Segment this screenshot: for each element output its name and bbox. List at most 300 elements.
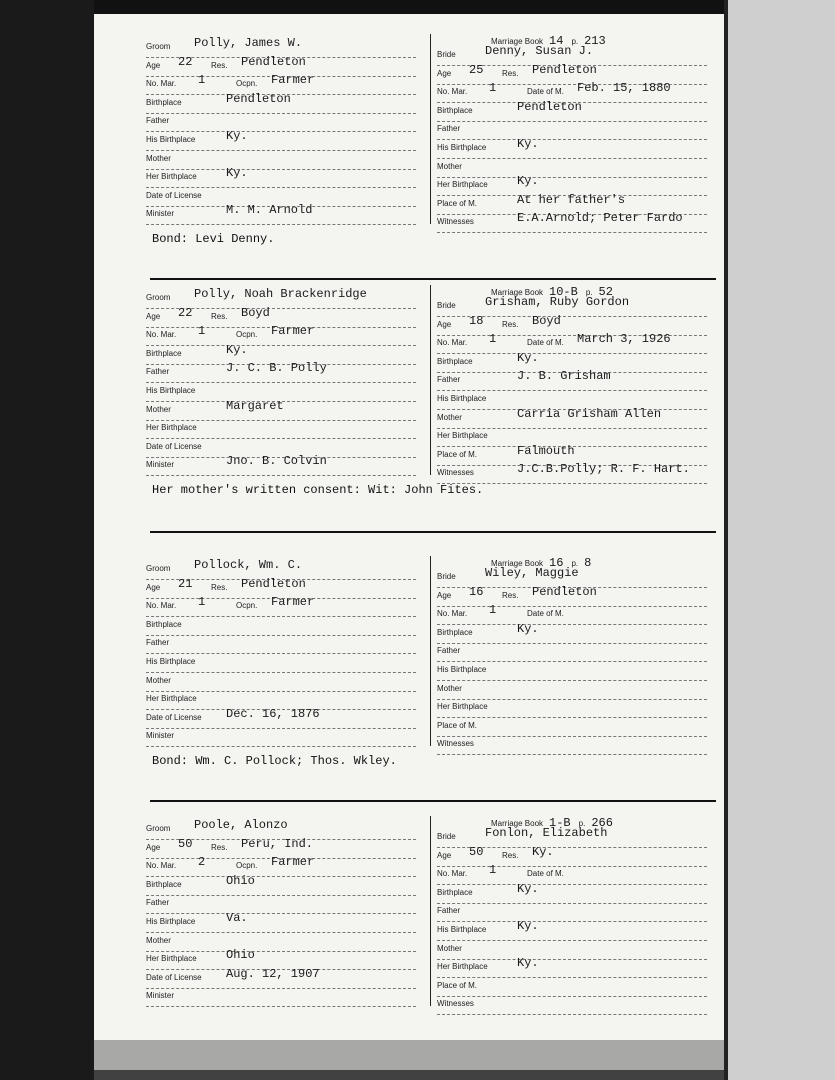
no-mar-label: No. Mar. [437, 338, 468, 348]
place-of-m-label: Place of M. [437, 980, 478, 990]
bride-column [430, 556, 721, 749]
page-label: p. [578, 819, 586, 828]
field-underline [146, 988, 416, 989]
groom-birthplace-value: Pendleton [226, 91, 291, 106]
age-label: Age [146, 842, 161, 852]
field-underline [437, 884, 707, 885]
groom-father-value: J. C. B. Polly [226, 361, 327, 376]
groom-her-birthplace-row [146, 166, 416, 190]
bride-his-birthplace-value: Ky. [517, 137, 539, 151]
age-label: Age [146, 60, 161, 70]
bride-birthplace-value: Pendleton [517, 99, 582, 114]
bride-father-row [437, 906, 707, 924]
her-birthplace-label: Her Birthplace [437, 180, 488, 190]
bride-name-value: Grisham, Ruby Gordon [485, 295, 630, 309]
bride-no-mar-value: 1 [489, 863, 497, 878]
res-label: Res. [211, 311, 228, 321]
field-underline [146, 113, 416, 114]
ocpn-label: Ocpn. [236, 330, 258, 340]
bride-his-birthplace-row [437, 137, 707, 161]
marriage-book-number: 14 [549, 34, 564, 48]
field-underline [146, 345, 416, 346]
groom-his-birthplace-value: Ky. [226, 129, 248, 143]
field-underline [437, 232, 707, 233]
page-number: 52 [598, 285, 613, 299]
age-label: Age [437, 68, 452, 78]
groom-father-row [146, 638, 416, 656]
bride-birthplace-row [437, 621, 707, 646]
field-underline [437, 428, 707, 429]
minister-label: Minister [146, 991, 175, 1001]
field-underline [146, 475, 416, 476]
date-of-m-label: Date of M. [527, 338, 564, 348]
marriage-record-card [140, 816, 720, 1026]
bride-no-mar-value: 1 [489, 332, 497, 347]
res-label: Res. [211, 842, 228, 852]
bride-age-value: 25 [469, 62, 484, 77]
field-underline [146, 691, 416, 692]
scan-border-left [0, 0, 94, 1080]
groom-birthplace-row [146, 873, 416, 898]
res-label: Res. [211, 60, 228, 70]
groom-his-birthplace-value: Va. [226, 911, 248, 925]
father-label: Father [437, 124, 461, 134]
groom-res-value: Boyd [241, 305, 270, 320]
field-underline [437, 139, 707, 140]
birthplace-label: Birthplace [437, 627, 473, 637]
place-of-m-label: Place of M. [437, 720, 478, 730]
field-underline [437, 390, 707, 391]
birthplace-label: Birthplace [437, 105, 473, 115]
bride-birthplace-value: Ky. [517, 881, 539, 896]
groom-res-value: Peru, Ind. [241, 836, 314, 851]
bride-mother-row [437, 944, 707, 962]
field-underline [146, 728, 416, 729]
marriage-book-number: 16 [549, 556, 564, 570]
his-birthplace-label: His Birthplace [146, 386, 196, 395]
his-birthplace-label: His Birthplace [146, 135, 196, 144]
page-label: p. [571, 37, 579, 46]
no-mar-label: No. Mar. [437, 869, 468, 879]
groom-age-value: 22 [178, 305, 193, 320]
groom-label: Groom [146, 564, 171, 573]
marriage-book-number: 10-B [549, 285, 578, 299]
groom-minister-value: Jno. B. Colvin [226, 454, 327, 469]
field-underline [146, 895, 416, 896]
field-underline [146, 438, 416, 439]
groom-res-value: Pendleton [241, 54, 306, 69]
bride-place-value: Falmouth [517, 443, 575, 458]
birthplace-label: Birthplace [146, 348, 182, 358]
field-underline [146, 224, 416, 225]
marriage-record-card [140, 34, 720, 244]
field-underline [437, 959, 707, 960]
bride-birthplace-value: Ky. [517, 350, 539, 365]
groom-name-value: Polly, Noah Brackenridge [194, 287, 367, 301]
groom-age-value: 50 [178, 836, 193, 851]
groom-father-row [146, 361, 416, 385]
bride-her-birthplace-row [437, 956, 707, 980]
father-label: Father [146, 898, 170, 908]
bride-father-row [437, 646, 707, 664]
groom-mother-row [146, 936, 416, 954]
bride-mother-value: Carria Grisham Allen [517, 406, 662, 421]
marriage-book-label: Marriage Book [491, 559, 544, 568]
bride-name-value: Wiley, Maggie [485, 566, 579, 580]
groom-his-birthplace-row [146, 911, 416, 935]
bride-res-value: Pendleton [532, 62, 597, 77]
bride-witnesses-value: J.C.B.Polly; R. F. Hart. [517, 462, 690, 477]
bride-her-birthplace-value: Ky. [517, 956, 539, 971]
bride-age-value: 50 [469, 844, 484, 859]
bride-witnesses-row [437, 999, 707, 1017]
groom-no-mar-row [146, 855, 416, 879]
bride-witnesses-row [437, 211, 707, 235]
bride-column [430, 285, 721, 478]
ocpn-label: Ocpn. [236, 861, 258, 871]
mother-label: Mother [146, 935, 171, 945]
birthplace-label: Birthplace [146, 97, 182, 107]
groom-ocpn-value: Farmer [271, 595, 315, 610]
groom-birthplace-value: Ohio [226, 873, 255, 888]
bride-mother-row [437, 406, 707, 431]
groom-column [140, 816, 425, 1006]
no-mar-label: No. Mar. [437, 609, 468, 619]
bride-no-mar-value: 1 [489, 81, 497, 96]
bride-res-value: Ky. [532, 844, 554, 859]
groom-label: Groom [146, 42, 171, 51]
his-birthplace-label: His Birthplace [437, 925, 487, 934]
mother-label: Mother [146, 404, 171, 414]
groom-res-value: Pendleton [241, 576, 306, 591]
groom-license-value: Aug. 12, 1907 [226, 966, 320, 981]
groom-father-row [146, 116, 416, 134]
marriage-book-label: Marriage Book [491, 288, 544, 297]
mother-label: Mother [146, 675, 171, 685]
groom-license-value: Dec. 16, 1876 [226, 706, 320, 721]
bride-label: Bride [437, 301, 456, 310]
field-underline [146, 672, 416, 673]
his-birthplace-label: His Birthplace [146, 917, 196, 926]
page-label: p. [585, 288, 593, 297]
his-birthplace-label: His Birthplace [146, 657, 196, 666]
field-underline [437, 680, 707, 681]
bride-date-of-m-value: March 3, 1926 [577, 332, 671, 347]
date-of-license-label: Date of License [146, 190, 202, 200]
marriage-book-label: Marriage Book [491, 37, 544, 46]
her-birthplace-label: Her Birthplace [146, 423, 197, 433]
bride-age-row [437, 584, 707, 609]
mother-label: Mother [437, 161, 462, 171]
field-underline [146, 420, 416, 421]
field-underline [437, 866, 707, 867]
groom-date-of-license-row [146, 706, 416, 731]
bride-label: Bride [437, 572, 456, 581]
groom-minister-row [146, 203, 416, 227]
age-label: Age [146, 582, 161, 592]
groom-birthplace-row [146, 91, 416, 116]
field-underline [437, 903, 707, 904]
field-underline [146, 635, 416, 636]
bride-res-value: Boyd [532, 313, 561, 328]
field-underline [146, 746, 416, 747]
groom-mother-value: Margaret [226, 398, 284, 413]
mother-label: Mother [437, 683, 462, 693]
date-of-license-label: Date of License [146, 712, 202, 722]
field-underline [437, 996, 707, 997]
her-birthplace-label: Her Birthplace [146, 694, 197, 704]
scan-border-right [728, 0, 835, 1080]
groom-no-mar-value: 1 [198, 324, 206, 339]
groom-name-value: Pollock, Wm. C. [194, 558, 303, 572]
bride-her-birthplace-value: Ky. [517, 174, 539, 189]
groom-minister-row [146, 454, 416, 478]
groom-no-mar-value: 1 [198, 595, 206, 610]
bride-column [430, 34, 721, 227]
bride-mother-row [437, 684, 707, 702]
groom-her-birthplace-value: Ohio [226, 948, 255, 963]
page-number: 266 [591, 816, 613, 830]
bride-no-mar-row [437, 603, 707, 627]
groom-ocpn-value: Farmer [271, 855, 315, 870]
minister-label: Minister [146, 209, 175, 219]
groom-his-birthplace-row [146, 657, 416, 675]
her-birthplace-label: Her Birthplace [437, 962, 488, 972]
bride-father-row [437, 124, 707, 142]
father-label: Father [146, 116, 170, 126]
groom-column [140, 556, 425, 746]
groom-minister-value: M. M. Arnold [226, 203, 313, 218]
bride-label: Bride [437, 832, 456, 841]
birthplace-label: Birthplace [146, 619, 182, 629]
bride-res-value: Pendleton [532, 584, 597, 599]
his-birthplace-label: His Birthplace [437, 394, 487, 403]
her-birthplace-label: Her Birthplace [146, 172, 197, 182]
groom-ocpn-value: Farmer [271, 73, 315, 88]
res-label: Res. [502, 68, 519, 78]
mother-label: Mother [437, 943, 462, 953]
ocpn-label: Ocpn. [236, 79, 258, 89]
field-underline [437, 158, 707, 159]
no-mar-label: No. Mar. [146, 79, 177, 89]
field-underline [146, 131, 416, 132]
bride-her-birthplace-row [437, 702, 707, 720]
father-label: Father [437, 375, 461, 385]
field-underline [146, 653, 416, 654]
field-underline [437, 643, 707, 644]
field-underline [146, 951, 416, 952]
no-mar-label: No. Mar. [146, 601, 177, 611]
groom-name-value: Polly, James W. [194, 36, 303, 50]
ocpn-label: Ocpn. [236, 601, 258, 611]
mother-label: Mother [146, 153, 171, 163]
field-underline [146, 876, 416, 877]
card-separator [150, 531, 716, 533]
groom-mother-row [146, 398, 416, 423]
bride-date-of-m-value: Feb. 15, 1880 [577, 81, 671, 96]
birthplace-label: Birthplace [437, 356, 473, 366]
bride-name-value: Denny, Susan J. [485, 44, 594, 58]
field-underline [437, 177, 707, 178]
witnesses-label: Witnesses [437, 739, 474, 749]
age-label: Age [437, 590, 452, 600]
groom-her-birthplace-value: Ky. [226, 166, 248, 181]
res-label: Res. [211, 582, 228, 592]
bride-place-of-m-row [437, 721, 707, 739]
bride-father-value: J. B. Grisham [517, 369, 611, 384]
field-underline [437, 606, 707, 607]
groom-no-mar-value: 2 [198, 855, 206, 870]
field-underline [437, 940, 707, 941]
bride-birthplace-row [437, 881, 707, 906]
her-birthplace-label: Her Birthplace [437, 702, 488, 712]
field-underline [146, 169, 416, 170]
bride-witnesses-row [437, 739, 707, 757]
bride-age-row [437, 844, 707, 869]
no-mar-label: No. Mar. [146, 861, 177, 871]
field-underline [437, 736, 707, 737]
birthplace-label: Birthplace [146, 879, 182, 889]
minister-label: Minister [146, 731, 175, 741]
groom-label: Groom [146, 293, 171, 302]
field-underline [437, 624, 707, 625]
groom-age-value: 22 [178, 54, 193, 69]
groom-no-mar-row [146, 324, 416, 348]
no-mar-label: No. Mar. [437, 87, 468, 97]
groom-no-mar-row [146, 595, 416, 619]
groom-label: Groom [146, 824, 171, 833]
card-separator [150, 800, 716, 802]
place-of-m-label: Place of M. [437, 449, 478, 459]
field-underline [437, 717, 707, 718]
field-underline [437, 353, 707, 354]
groom-birthplace-value: Ky. [226, 342, 248, 357]
bride-age-value: 16 [469, 584, 484, 599]
bride-column [430, 816, 721, 1009]
mother-label: Mother [437, 412, 462, 422]
field-underline [146, 913, 416, 914]
witnesses-label: Witnesses [437, 468, 474, 478]
field-underline [146, 1006, 416, 1007]
bride-no-mar-row [437, 863, 707, 887]
groom-name-value: Poole, Alonzo [194, 818, 288, 832]
bride-father-row [437, 369, 707, 393]
groom-column [140, 34, 425, 224]
witnesses-label: Witnesses [437, 999, 474, 1009]
record-note: Her mother's written consent: Wit: John Fites. [152, 483, 484, 497]
bride-place-of-m-row [437, 981, 707, 999]
groom-ocpn-value: Farmer [271, 324, 315, 339]
minister-label: Minister [146, 460, 175, 470]
groom-date-of-license-row [146, 966, 416, 991]
groom-no-mar-value: 1 [198, 73, 206, 88]
bride-his-birthplace-value: Ky. [517, 919, 539, 933]
bride-his-birthplace-row [437, 919, 707, 943]
marriage-book-label: Marriage Book [491, 819, 544, 828]
bride-label: Bride [437, 50, 456, 59]
date-of-m-label: Date of M. [527, 609, 564, 619]
her-birthplace-label: Her Birthplace [437, 431, 488, 441]
his-birthplace-label: His Birthplace [437, 665, 487, 674]
bride-birthplace-row [437, 99, 707, 124]
field-underline [146, 932, 416, 933]
age-label: Age [146, 311, 161, 321]
groom-mother-row [146, 676, 416, 694]
bride-his-birthplace-row [437, 665, 707, 683]
witnesses-label: Witnesses [437, 217, 474, 227]
field-underline [437, 754, 707, 755]
groom-her-birthplace-row [146, 423, 416, 441]
field-underline [437, 977, 707, 978]
page-number: 8 [584, 556, 592, 570]
field-underline [437, 661, 707, 662]
father-label: Father [437, 906, 461, 916]
father-label: Father [146, 638, 170, 648]
res-label: Res. [502, 850, 519, 860]
bride-name-value: Fonlon, Elizabeth [485, 826, 608, 840]
record-note: Bond: Wm. C. Pollock; Thos. Wkley. [152, 754, 397, 768]
groom-minister-row [146, 991, 416, 1009]
res-label: Res. [502, 319, 519, 329]
field-underline [437, 699, 707, 700]
marriage-book-number: 1-B [549, 816, 571, 830]
place-of-m-label: Place of M. [437, 198, 478, 208]
father-label: Father [146, 367, 170, 377]
field-underline [146, 382, 416, 383]
page-number: 213 [584, 34, 606, 48]
groom-column [140, 285, 425, 475]
bride-age-value: 18 [469, 313, 484, 328]
age-label: Age [437, 850, 452, 860]
field-underline [146, 187, 416, 188]
bride-mother-row [437, 162, 707, 180]
res-label: Res. [502, 590, 519, 600]
field-underline [437, 121, 707, 122]
field-underline [146, 616, 416, 617]
field-underline [437, 1014, 707, 1015]
date-of-license-label: Date of License [146, 441, 202, 451]
bride-no-mar-row [437, 332, 707, 356]
groom-mother-row [146, 154, 416, 172]
groom-his-birthplace-row [146, 129, 416, 153]
his-birthplace-label: His Birthplace [437, 143, 487, 152]
field-underline [146, 150, 416, 151]
bride-witnesses-value: E.A.Arnold; Peter Fardo [517, 211, 683, 226]
card-separator [150, 278, 716, 280]
scan-noise-bottom [94, 1040, 724, 1080]
date-of-m-label: Date of M. [527, 869, 564, 879]
marriage-record-card [140, 556, 720, 766]
age-label: Age [437, 319, 452, 329]
bride-birthplace-value: Ky. [517, 621, 539, 636]
groom-minister-row [146, 731, 416, 749]
her-birthplace-label: Her Birthplace [146, 954, 197, 964]
date-of-license-label: Date of License [146, 972, 202, 982]
father-label: Father [437, 646, 461, 656]
date-of-m-label: Date of M. [527, 87, 564, 97]
page-label: p. [571, 559, 579, 568]
groom-age-value: 21 [178, 576, 193, 591]
bride-no-mar-value: 1 [489, 603, 497, 618]
birthplace-label: Birthplace [437, 887, 473, 897]
field-underline [437, 921, 707, 922]
no-mar-label: No. Mar. [146, 330, 177, 340]
record-note: Bond: Levi Denny. [152, 232, 275, 246]
groom-birthplace-row [146, 620, 416, 638]
bride-place-value: At her father's [517, 192, 626, 207]
marriage-record-card [140, 285, 720, 495]
groom-father-row [146, 898, 416, 916]
